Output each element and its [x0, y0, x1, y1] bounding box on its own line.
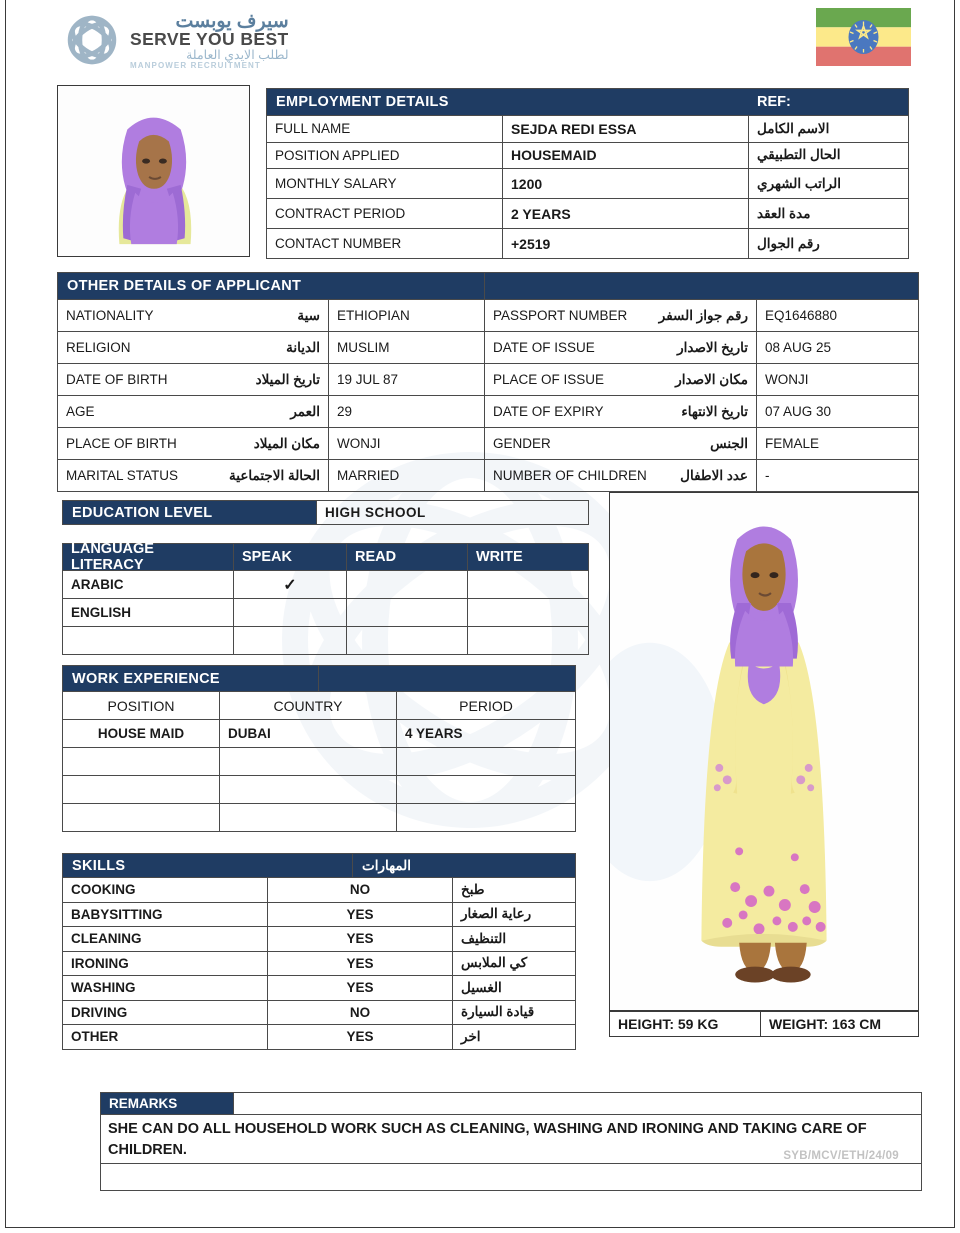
document-reference-code: SYB/MCV/ETH/24/09: [783, 1150, 899, 1163]
skills-row-cleaning: [62, 927, 576, 952]
other-details-row-dob: [57, 364, 919, 396]
arabic-gender: الجنس: [710, 435, 748, 451]
employment-row-position: [266, 143, 909, 170]
arabic-nationality: سية: [297, 307, 320, 323]
label-age: [57, 396, 329, 428]
language-blank-write[interactable]: [468, 627, 589, 655]
work-experience-header-spacer: [319, 665, 576, 692]
measurements-row: [609, 1011, 919, 1037]
work-country-2[interactable]: [220, 748, 397, 776]
value-position-applied: HOUSEMAID: [503, 143, 749, 170]
language-english-write[interactable]: [468, 599, 589, 627]
language-name-arabic: ARABIC: [62, 571, 234, 599]
work-period-4[interactable]: [397, 804, 576, 832]
work-experience-row-1: [62, 720, 576, 748]
skills-row-washing: [62, 976, 576, 1001]
work-experience-row-3: [62, 776, 576, 804]
work-header-country: COUNTRY: [220, 692, 397, 720]
skill-value-ironing[interactable]: YES: [268, 952, 453, 977]
arabic-religion: الديانة: [286, 339, 320, 355]
label-nationality-text: NATIONALITY: [66, 308, 154, 323]
value-passport-number: EQ1646880: [757, 300, 919, 332]
language-arabic-speak[interactable]: ✓: [234, 571, 347, 599]
work-country-3[interactable]: [220, 776, 397, 804]
label-place-of-birth: [57, 428, 329, 460]
employment-row-salary: [266, 169, 909, 199]
label-contact-number: CONTACT NUMBER: [266, 229, 503, 259]
skills-row-ironing: [62, 952, 576, 977]
logo-arabic-subtitle: لطلب الايدي العاملة: [186, 48, 289, 63]
label-religion-text: RELIGION: [66, 340, 131, 355]
label-number-of-children: [485, 460, 757, 492]
remarks-footer-blank-row[interactable]: [100, 1164, 922, 1191]
arabic-place-of-birth: مكان الميلاد: [253, 435, 320, 451]
company-logo: [62, 6, 312, 74]
arabic-number-of-children: عدد الاطفال: [680, 467, 748, 483]
value-marital-status: MARRIED: [329, 460, 485, 492]
skill-label-other: OTHER: [62, 1025, 268, 1050]
value-place-of-birth: WONJI: [329, 428, 485, 460]
language-literacy-table: [62, 543, 589, 655]
label-monthly-salary: MONTHLY SALARY: [266, 169, 503, 199]
work-position-3[interactable]: [62, 776, 220, 804]
label-marital-status-text: MARITAL STATUS: [66, 468, 179, 483]
language-blank-speak[interactable]: [234, 627, 347, 655]
skills-title: SKILLS: [62, 853, 353, 878]
education-level-row: [62, 500, 589, 525]
work-period-2[interactable]: [397, 748, 576, 776]
other-details-title: OTHER DETAILS OF APPLICANT: [57, 272, 485, 300]
skills-header-row: [62, 853, 576, 878]
other-details-row-age: [57, 396, 919, 428]
other-details-header-spacer: [485, 272, 919, 300]
employment-details-table: [266, 88, 909, 259]
work-country-1: DUBAI: [220, 720, 397, 748]
work-header-period: PERIOD: [397, 692, 576, 720]
work-position-2[interactable]: [62, 748, 220, 776]
arabic-marital-status: الحالة الاجتماعية: [229, 467, 320, 483]
language-header-speak: SPEAK: [234, 543, 347, 571]
arabic-contract-period: مدة العقد: [749, 199, 909, 229]
skill-arabic-cooking: طبخ: [453, 878, 576, 903]
skill-arabic-babysitting: رعاية الصغار: [453, 903, 576, 928]
skill-label-washing: WASHING: [62, 976, 268, 1001]
arabic-monthly-salary: الراتب الشهري: [749, 169, 909, 199]
work-position-4[interactable]: [62, 804, 220, 832]
label-contract-period: CONTRACT PERIOD: [266, 199, 503, 229]
language-arabic-write[interactable]: [468, 571, 589, 599]
skills-row-cooking: [62, 878, 576, 903]
label-full-name: FULL NAME: [266, 116, 503, 143]
skill-label-driving: DRIVING: [62, 1001, 268, 1026]
label-date-of-birth: [57, 364, 329, 396]
logo-arabic-title: سيرف يوبست: [175, 10, 289, 32]
arabic-place-of-issue: مكان الاصدار: [675, 371, 748, 387]
skills-table: [62, 853, 576, 1050]
ref-label: REF:: [749, 88, 909, 116]
applicant-full-body-photo: [609, 492, 919, 1011]
skill-arabic-washing: الغسيل: [453, 976, 576, 1001]
value-number-of-children: -: [757, 460, 919, 492]
label-date-of-birth-text: DATE OF BIRTH: [66, 372, 168, 387]
label-place-of-issue: [485, 364, 757, 396]
remarks-header-row: [100, 1092, 922, 1114]
other-details-header-row: [57, 272, 919, 300]
skill-label-cooking: COOKING: [62, 878, 268, 903]
arabic-date-of-issue: تاريخ الاصدار: [677, 339, 748, 355]
value-age: 29: [329, 396, 485, 428]
label-gender-text: GENDER: [493, 436, 551, 451]
skills-title-arabic: المهارات: [353, 853, 576, 878]
arabic-full-name: الاسم الكامل: [749, 116, 909, 143]
other-details-row-nationality: [57, 300, 919, 332]
value-gender: FEMALE: [757, 428, 919, 460]
other-details-row-pob: [57, 428, 919, 460]
work-period-1: 4 YEARS: [397, 720, 576, 748]
label-number-of-children-text: NUMBER OF CHILDREN: [493, 468, 647, 483]
language-arabic-read[interactable]: [347, 571, 468, 599]
skill-arabic-driving: قيادة السيارة: [453, 1001, 576, 1026]
language-header-literacy: LANGUAGE LITERACY: [62, 543, 234, 571]
remarks-title: REMARKS: [100, 1092, 234, 1114]
language-row-blank: [62, 627, 589, 655]
arabic-date-of-birth: تاريخ الميلاد: [255, 371, 320, 387]
value-nationality: ETHIOPIAN: [329, 300, 485, 332]
skill-arabic-ironing: كي الملابس: [453, 952, 576, 977]
employment-row-full-name: [266, 116, 909, 143]
skill-value-other[interactable]: YES: [268, 1025, 453, 1050]
language-name-blank[interactable]: [62, 627, 234, 655]
label-date-of-issue-text: DATE OF ISSUE: [493, 340, 595, 355]
language-header-read: READ: [347, 543, 468, 571]
skills-row-other: [62, 1025, 576, 1050]
remarks-section: [100, 1092, 922, 1191]
logo-knot-icon: [62, 10, 122, 70]
skill-value-cleaning[interactable]: YES: [268, 927, 453, 952]
language-row-english: [62, 599, 589, 627]
employment-title: EMPLOYMENT DETAILS: [266, 88, 503, 116]
language-row-arabic: [62, 571, 589, 599]
label-date-of-expiry: [485, 396, 757, 428]
arabic-age: العمر: [290, 403, 320, 419]
label-passport-number: [485, 300, 757, 332]
language-name-english: ENGLISH: [62, 599, 234, 627]
skill-value-babysitting[interactable]: YES: [268, 903, 453, 928]
arabic-contact-number: رقم الجوال: [749, 229, 909, 259]
work-experience-column-headers: [62, 692, 576, 720]
value-contact-number: +2519: [503, 229, 749, 259]
label-place-of-birth-text: PLACE OF BIRTH: [66, 436, 177, 451]
label-date-of-issue: [485, 332, 757, 364]
employment-row-contract: [266, 199, 909, 229]
value-date-of-expiry: 07 AUG 30: [757, 396, 919, 428]
skill-arabic-other: اخر: [453, 1025, 576, 1050]
employment-row-contact: [266, 229, 909, 259]
remarks-text: SHE CAN DO ALL HOUSEHOLD WORK SUCH AS CLEANING, WASHING AND IRONING AND TAKING CARE OF CHILDREN.: [108, 1121, 867, 1159]
arabic-date-of-expiry: تاريخ الانتهاء: [681, 403, 748, 419]
skill-label-cleaning: CLEANING: [62, 927, 268, 952]
skills-row-driving: [62, 1001, 576, 1026]
skill-value-washing[interactable]: YES: [268, 976, 453, 1001]
arabic-passport-number: رقم جواز السفر: [658, 307, 748, 323]
label-religion: [57, 332, 329, 364]
applicant-passport-photo: [57, 85, 250, 257]
label-place-of-issue-text: PLACE OF ISSUE: [493, 372, 605, 387]
value-monthly-salary: 1200: [503, 169, 749, 199]
label-position-applied: POSITION APPLIED: [266, 143, 503, 170]
value-date-of-issue: 08 AUG 25: [757, 332, 919, 364]
other-details-table: [57, 272, 919, 492]
value-contract-period: 2 YEARS: [503, 199, 749, 229]
skill-label-ironing: IRONING: [62, 952, 268, 977]
education-level-label: EDUCATION LEVEL: [62, 500, 317, 525]
label-gender: [485, 428, 757, 460]
label-nationality: [57, 300, 329, 332]
work-experience-row-2: [62, 748, 576, 776]
value-place-of-issue: WONJI: [757, 364, 919, 396]
employment-header-spacer: [503, 88, 749, 116]
work-experience-table: [62, 665, 576, 832]
work-experience-title: WORK EXPERIENCE: [62, 665, 319, 692]
language-header-row: [62, 543, 589, 571]
skill-label-babysitting: BABYSITTING: [62, 903, 268, 928]
arabic-position-applied: الحال التطبيقي: [749, 143, 909, 170]
value-religion: MUSLIM: [329, 332, 485, 364]
employment-header-row: [266, 88, 909, 116]
language-header-write: WRITE: [468, 543, 589, 571]
label-age-text: AGE: [66, 404, 95, 419]
remarks-header-spacer: [234, 1092, 922, 1114]
language-english-speak[interactable]: [234, 599, 347, 627]
label-marital-status: [57, 460, 329, 492]
language-english-read[interactable]: [347, 599, 468, 627]
skill-value-cooking[interactable]: NO: [268, 878, 453, 903]
other-details-row-religion: [57, 332, 919, 364]
work-experience-row-4: [62, 804, 576, 832]
work-country-4[interactable]: [220, 804, 397, 832]
ethiopia-flag-icon: [816, 8, 911, 66]
skill-arabic-cleaning: التنظيف: [453, 927, 576, 952]
weight-value: WEIGHT: 163 CM: [761, 1011, 919, 1037]
value-full-name: SEJDA REDI ESSA: [503, 116, 749, 143]
skills-row-babysitting: [62, 903, 576, 928]
work-position-1: HOUSE MAID: [62, 720, 220, 748]
skill-value-driving[interactable]: NO: [268, 1001, 453, 1026]
remarks-body[interactable]: [100, 1114, 922, 1164]
label-date-of-expiry-text: DATE OF EXPIRY: [493, 404, 604, 419]
other-details-row-marital: [57, 460, 919, 492]
education-level-value: HIGH SCHOOL: [317, 500, 589, 525]
label-passport-number-text: PASSPORT NUMBER: [493, 308, 628, 323]
work-period-3[interactable]: [397, 776, 576, 804]
work-experience-header-row: [62, 665, 576, 692]
logo-english-subtitle: MANPOWER RECRUITMENT: [130, 60, 261, 70]
language-blank-read[interactable]: [347, 627, 468, 655]
value-date-of-birth: 19 JUL 87: [329, 364, 485, 396]
height-value: HEIGHT: 59 KG: [609, 1011, 761, 1037]
logo-english-title: SERVE YOU BEST: [130, 29, 289, 50]
work-header-position: POSITION: [62, 692, 220, 720]
